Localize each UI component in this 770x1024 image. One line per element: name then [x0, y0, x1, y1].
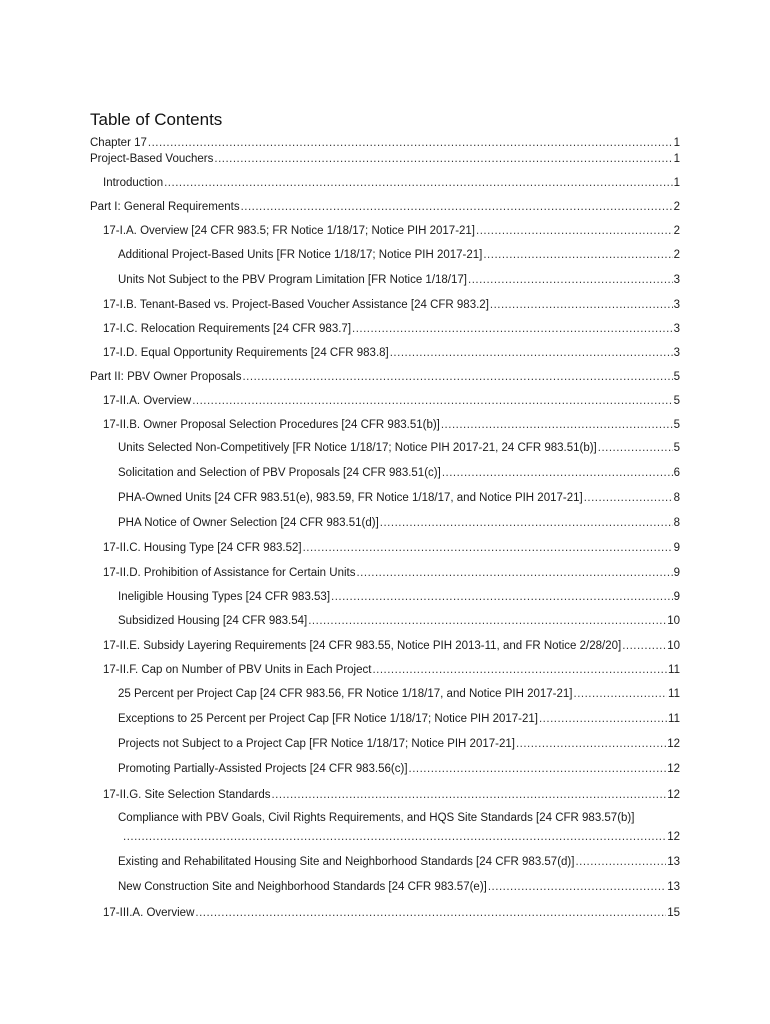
dot-leader [303, 541, 673, 555]
dot-leader [516, 737, 666, 751]
toc-entry-page: 1 [673, 137, 680, 149]
toc-entry [118, 516, 680, 530]
toc-entry-page: 9 [673, 542, 680, 554]
dot-leader [468, 273, 673, 287]
dot-leader [242, 370, 672, 384]
toc-entry [103, 906, 680, 920]
toc-entry-page: 12 [667, 738, 680, 750]
dot-leader [390, 346, 673, 360]
toc-entry-page: 8 [673, 492, 680, 504]
toc-entry-label: Existing and Rehabilitated Housing Site and Neighborhood Standards [24 CFR 983.57(d)] [118, 856, 575, 868]
toc-entry-page: 3 [673, 347, 680, 359]
dot-leader [331, 590, 673, 604]
toc-entry-page: 5 [673, 419, 680, 431]
dot-leader [308, 614, 666, 628]
toc-entry [103, 639, 680, 653]
toc-entry [118, 466, 680, 480]
toc-entry-page: 11 [668, 664, 680, 676]
dot-leader [476, 224, 673, 238]
toc-entry-label: Units Selected Non-Competitively [FR Notice 1/18/17; Notice PIH 2017-21, 24 CFR 983.51(b)] [118, 442, 597, 454]
dot-leader [352, 322, 673, 336]
dot-leader [622, 639, 666, 653]
toc-entry-label: 17-I.A. Overview [24 CFR 983.5; FR Notice 1/18/17; Notice PIH 2017-21] [103, 225, 476, 237]
toc-entry-label: 25 Percent per Project Cap [24 CFR 983.56, FR Notice 1/18/17, and Notice PIH 2017-21] [118, 688, 573, 700]
toc-entry [103, 566, 680, 580]
dot-leader [575, 855, 666, 869]
toc-entry-label: 17-I.B. Tenant-Based vs. Project-Based Voucher Assistance [24 CFR 983.2] [103, 299, 489, 311]
toc-entry-label: Subsidized Housing [24 CFR 983.54] [118, 615, 308, 627]
toc-entry-label: Projects not Subject to a Project Cap [FR Notice 1/18/17; Notice PIH 2017-21] [118, 738, 515, 750]
toc-entry-label: 17-I.C. Relocation Requirements [24 CFR 983.7] [103, 323, 352, 335]
toc-entry [103, 788, 680, 802]
toc-entry [118, 248, 680, 262]
toc-entry-page: 3 [673, 323, 680, 335]
dot-leader [192, 394, 672, 408]
dot-leader [380, 516, 673, 530]
toc-entry-page: 2 [673, 225, 680, 237]
toc-entry [118, 273, 680, 287]
toc-entry-page: 1 [673, 177, 680, 189]
dot-leader [372, 663, 667, 677]
toc-entry-label: Part I: General Requirements [90, 201, 240, 213]
toc-entry [103, 224, 680, 238]
dot-leader [574, 687, 668, 701]
toc-entry-page: 10 [667, 640, 680, 652]
toc-entry-label: Ineligible Housing Types [24 CFR 983.53] [118, 591, 331, 603]
toc-entry-page: 2 [673, 249, 680, 261]
toc-entry [103, 663, 680, 677]
toc-entry [118, 491, 680, 505]
toc-entry-label: PHA-Owned Units [24 CFR 983.51(e), 983.59, FR Notice 1/18/17, and Notice PIH 2017-21] [118, 492, 583, 504]
toc-entry-label: Promoting Partially-Assisted Projects [24 CFR 983.56(c)] [118, 763, 408, 775]
toc-entry-page: 10 [667, 615, 680, 627]
dot-leader [441, 418, 673, 432]
toc-entry-continuation [122, 830, 680, 844]
toc-entry-label: 17-II.F. Cap on Number of PBV Units in Each Project [103, 664, 372, 676]
dot-leader [409, 762, 667, 776]
toc-entry-page: 1 [673, 153, 680, 165]
toc-entry-page: 5 [673, 395, 680, 407]
toc-entry [103, 346, 680, 360]
dot-leader [539, 712, 667, 726]
toc-entry [118, 712, 680, 726]
toc-entry [103, 541, 680, 555]
toc-entry-label: 17-III.A. Overview [103, 907, 195, 919]
toc-entry [90, 370, 680, 384]
toc-entry-label: PHA Notice of Owner Selection [24 CFR 983.51(d)] [118, 517, 379, 529]
toc-entry-label: 17-II.D. Prohibition of Assistance for Certain Units [103, 567, 356, 579]
dot-leader [214, 152, 672, 166]
toc-entry-page: 5 [673, 371, 680, 383]
toc-entry-label: Solicitation and Selection of PBV Proposals [24 CFR 983.51(c)] [118, 467, 441, 479]
toc-entry-label: 17-II.E. Subsidy Layering Requirements [24 CFR 983.55, Notice PIH 2013-11, and FR Notice 2/28/20] [103, 640, 622, 652]
dot-leader [164, 176, 672, 190]
toc-entry-page: 15 [667, 907, 680, 919]
toc-entry-page: 3 [673, 274, 680, 286]
dot-leader [241, 200, 673, 214]
dot-leader [483, 248, 672, 262]
toc-entry [103, 418, 680, 432]
toc-entry-label: Exceptions to 25 Percent per Project Cap [FR Notice 1/18/17; Notice PIH 2017-21] [118, 713, 538, 725]
toc-title: Table of Contents [90, 110, 223, 129]
toc-entry-page: 9 [673, 591, 680, 603]
toc-entry-page: 13 [667, 881, 680, 893]
dot-leader [598, 441, 673, 455]
toc-entry-page: 11 [668, 713, 680, 725]
toc-entry [118, 762, 680, 776]
toc-entry-label: Part II: PBV Owner Proposals [90, 371, 242, 383]
dot-leader [195, 906, 666, 920]
dot-leader [148, 136, 673, 150]
toc-entry-page: 12 [667, 831, 680, 843]
toc-entry-page: 3 [673, 299, 680, 311]
toc-entry-page: 8 [673, 517, 680, 529]
toc-entry-page: 2 [673, 201, 680, 213]
toc-entry [103, 394, 680, 408]
toc-entry [118, 590, 680, 604]
toc-entry-page: 11 [668, 688, 680, 700]
dot-leader [356, 566, 672, 580]
toc-entry-label: 17-I.D. Equal Opportunity Requirements [24 CFR 983.8] [103, 347, 389, 359]
toc-entry-page: 5 [673, 442, 680, 454]
toc-entry-label: New Construction Site and Neighborhood Standards [24 CFR 983.57(e)] [118, 881, 487, 893]
toc-entry [118, 687, 680, 701]
dot-leader [271, 788, 666, 802]
toc-entry-label: Chapter 17 [90, 137, 147, 149]
toc-entry-label: 17-II.C. Housing Type [24 CFR 983.52] [103, 542, 302, 554]
toc-entry [118, 855, 680, 869]
dot-leader [488, 880, 666, 894]
toc-entry-label: 17-II.A. Overview [103, 395, 192, 407]
dot-leader [490, 298, 673, 312]
dot-leader [584, 491, 673, 505]
toc-entry-page: 12 [667, 789, 680, 801]
toc-entry-label: Project-Based Vouchers [90, 153, 214, 165]
toc-entry [118, 880, 680, 894]
toc-entry [118, 614, 680, 628]
toc-entry-page: 6 [673, 467, 680, 479]
toc-entry-page: 9 [673, 567, 680, 579]
toc-entry [90, 152, 680, 166]
toc-entry [103, 176, 680, 190]
dot-leader [442, 466, 673, 480]
toc-entry [118, 441, 680, 455]
toc-entry-page: 13 [667, 856, 680, 868]
toc-entry [103, 322, 680, 336]
toc-entry-label: Units Not Subject to the PBV Program Limitation [FR Notice 1/18/17] [118, 274, 467, 286]
dot-leader [123, 830, 666, 844]
toc-entry [118, 737, 680, 751]
toc-entry-label-wrapped: Compliance with PBV Goals, Civil Rights Requirements, and HQS Site Standards [24 CFR 983.57(b)] [118, 812, 635, 824]
toc-entry-label: 17-II.G. Site Selection Standards [103, 789, 271, 801]
toc-entry [103, 298, 680, 312]
toc-entry-page: 12 [667, 763, 680, 775]
toc-entry-label: Introduction [103, 177, 164, 189]
toc-entry [90, 200, 680, 214]
toc-entry-label: 17-II.B. Owner Proposal Selection Procedures [24 CFR 983.51(b)] [103, 419, 440, 431]
toc-entry-label: Additional Project-Based Units [FR Notice 1/18/17; Notice PIH 2017-21] [118, 249, 483, 261]
toc-entry [90, 136, 680, 150]
